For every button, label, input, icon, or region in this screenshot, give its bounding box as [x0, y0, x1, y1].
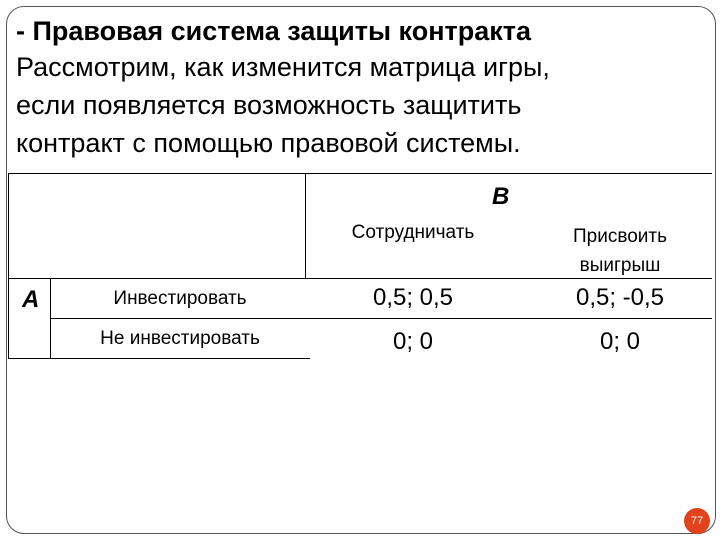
page-number-badge: 77 [684, 508, 710, 534]
col-header-cooperate: Сотрудничать [351, 222, 475, 243]
row-header-not-invest: Не инвестировать [100, 328, 260, 349]
player-a-label: A [22, 286, 40, 313]
payoff-cell: 0,5; 0,5 [372, 284, 454, 311]
payoff-cell: 0; 0 [599, 328, 641, 355]
slide-paragraph [16, 48, 706, 162]
payoff-cell: 0,5; -0,5 [575, 284, 665, 311]
paragraph-line: контракт с помощью правовой системы. [16, 128, 521, 158]
col-header-line: Присвоить [573, 226, 667, 247]
paragraph-line: Рассмотрим, как изменится матрица игры, [16, 52, 550, 82]
payoff-cell: 0; 0 [392, 328, 434, 355]
row-header-invest: Инвестировать [113, 288, 247, 309]
paragraph-line: если появляется возможность защитить [16, 90, 522, 120]
col-header-line: выигрыш [579, 255, 661, 276]
col-header-appropriate [530, 222, 710, 280]
slide-title: - Правовая система защиты контракта [16, 16, 531, 46]
player-b-label: B [492, 183, 510, 210]
